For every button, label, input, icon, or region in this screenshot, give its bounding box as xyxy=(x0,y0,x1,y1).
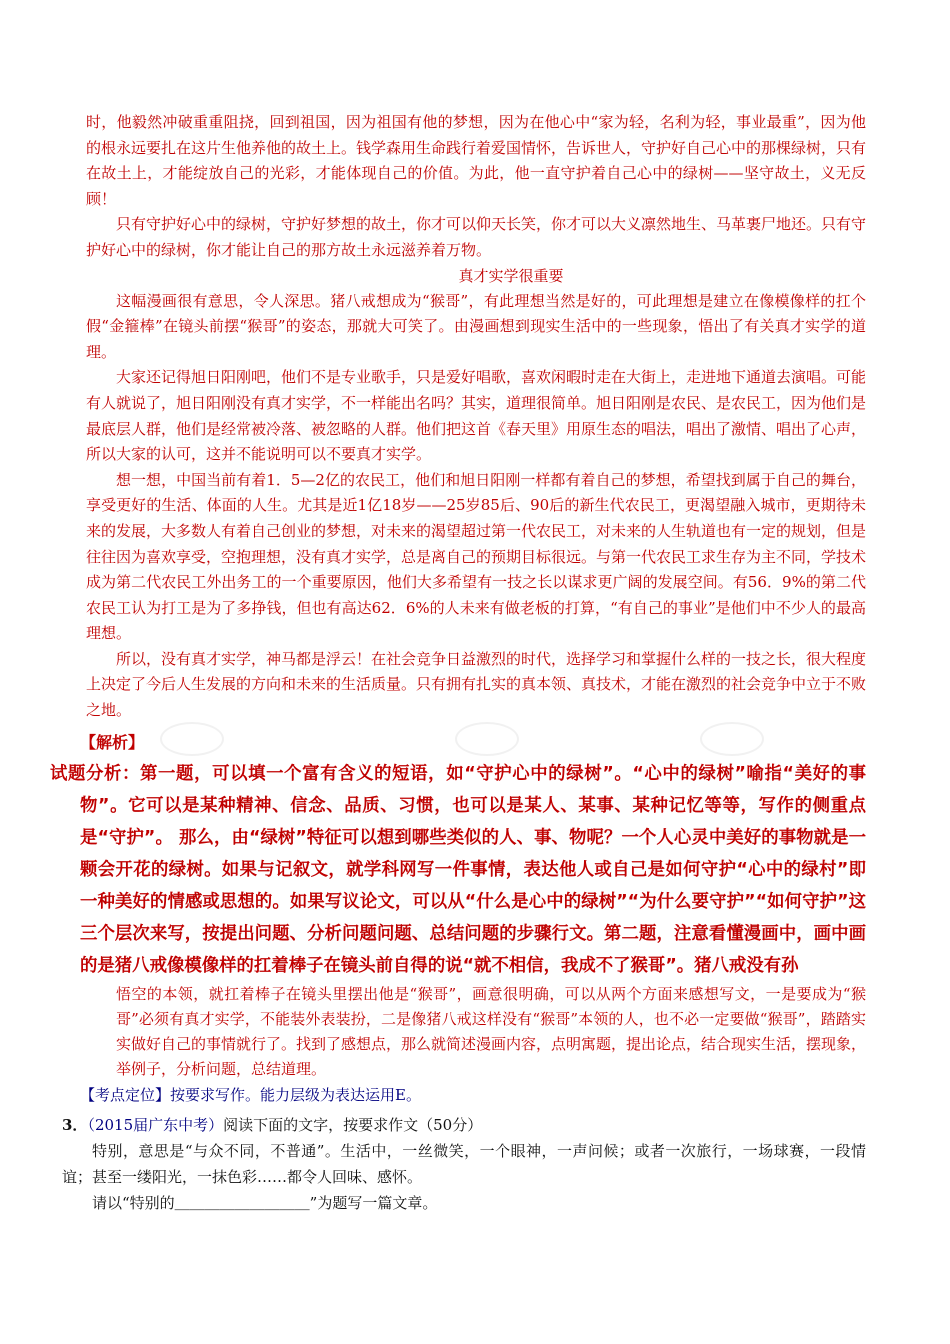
essay-title: 真才实学很重要 xyxy=(458,266,564,285)
essay-paragraph: 时，他毅然冲破重重阻挠，回到祖国，因为祖国有他的梦想，因为在他心中“家为轻，名利为轻，事业最重”，因为他的根永远要扎在这片生他养他的故土上。钱学森用生命践行着爱国情怀，告诉世人，守护好自己心中的那棵绿树，只有在故土上，才能绽放自己的光彩，才能体现自己的价值。为此，他一直守护着自己心中的绿树——坚守故土，义无反顾！ xyxy=(86,113,867,208)
analysis-text: 悟空的本领，就扛着棒子在镜头里摆出他是“猴哥”，画意很明确，可以从两个方面来感想写文，一是要成为“猴哥”必须有真才实学，不能装外表装扮，二是像猪八戒这样没有“猴哥”本领的人，也不必一定要做“猴哥”，踏踏实实做好自己的事情就行了。找到了感想点，那么就简述漫画内容，点明寓题，提出论点，结合现实生活，摆现象，举例子，分析问题，总结道理。 xyxy=(116,984,867,1079)
essay-paragraph: 这幅漫画很有意思，令人深思。猪八戒想成为“猴哥”，有此理想当然是好的，可此理想是建立在像模像样的扛个假“金箍棒”在镜头前摆“猴哥”的姿态，那就大可笑了。由漫画想到现实生活中的一些现象，悟出了有关真才实学的道理。 xyxy=(86,291,866,361)
analysis-section xyxy=(50,758,867,1083)
question-3-header xyxy=(62,1112,866,1138)
question-3-prompt xyxy=(62,1138,866,1216)
key-point: 【考点定位】按要求写作。能力层级为表达运用E。 xyxy=(80,1086,421,1105)
question-number: 3． xyxy=(62,1116,88,1135)
document-page xyxy=(50,110,867,1216)
prompt-paragraph: 请以“特别的＿＿＿＿＿＿＿＿＿”为题写一篇文章。 xyxy=(92,1194,438,1213)
analysis-text-bold: 试题分析：第一题，可以填一个富有含义的短语，如“守护心中的绿树”。“心中的绿树”喻指“美好的事物”。它可以是某种精神、信念、品质、习惯，也可以是某人、某事、某种记忆等等，写作的侧重点是“守护”。 那么，由“绿树”特征可以想到哪些类似的人、事、物呢？一个人心灵中美好的事物就是一颗会开花的绿树。如果与记叙文，就学科网写一件事情，表达他人或自己是如何守护“心中的绿村”即一种美好的情感或思想的。如果写议论文，可以从“什么是心中的绿树”“为什么要守护”“如何守护”这三个层次来写，按提出问题、分析问题问题、总结问题的步骤行文。第二题，注意看懂漫画中，画中画的是猪八戒像模像样的扛着棒子在镜头前自得的说“就不相信，我成不了猴哥”。猪八戒没有孙 xyxy=(50,763,866,976)
question-source: （2015届广东中考） xyxy=(87,1116,224,1135)
analysis-label: 【解析】 xyxy=(80,732,145,752)
essay-paragraph: 只有守护好心中的绿树，守护好梦想的故土，你才可以仰天长笑，你才可以大义凛然地生、马革裹尸地还。只有守护好心中的绿树，你才能让自己的那方故土永远滋养着万物。 xyxy=(86,215,867,259)
essay-paragraph: 所以，没有真才实学，神马都是浮云！在社会竞争日益激烈的时代，选择学习和掌握什么样的一技之长，很大程度上决定了今后人生发展的方向和未来的生活质量。只有拥有扎实的真本领、真技术，才能在激烈的社会竞争中立于不败之地。 xyxy=(86,649,867,720)
essay-paragraph: 大家还记得旭日阳刚吧，他们不是专业歌手，只是爱好唱歌，喜欢闲暇时走在大街上，走进地下通道去演唱。可能有人就说了，旭日阳刚没有真才实学，不一样能出名吗？其实，道理很简单。旭日阳刚是农民、是农民工，因为他们是最底层人群，他们是经常被冷落、被忽略的人群。他们把这首《春天里》用原生态的唱法，唱出了激情、唱出了心声，所以大家的认可，这并不能说明可以不要真才实学。 xyxy=(86,368,867,464)
prompt-paragraph: 特别，意思是“与众不同，不普通”。生活中，一丝微笑，一个眼神，一声问候；或者一次旅行，一场球赛，一段情谊；甚至一缕阳光，一抹色彩……都令人回味、感怀。 xyxy=(62,1142,866,1187)
essay-paragraph: 想一想，中国当前有着1．5—2亿的农民工，他们和旭日阳刚一样都有着自己的梦想，希望找到属于自己的舞台，享受更好的生活、体面的人生。尤其是近1亿18岁——25岁85后、90后的新生代农民工，更渴望融入城市，更期待未来的发展，大多数人有着自己创业的梦想，对未来的渴望超过第一代农民工，对未来的人生轨道也有一定的规划，但是往往因为喜欢享受，空抱理想，没有真才实学，总是离自己的预期目标很远。与第一代农民工求生存为主不同，学技术成为第二代农民工外出务工的一个重要原因，他们大多希望有一技之长以谋求更广阔的发展空间。有56．9%的第二代农民工认为打工是为了多挣钱，但也有高达62．6%的人未来有做老板的打算，“有自己的事业”是他们中不少人的最高理想。 xyxy=(86,470,867,643)
question-instruction: 阅读下面的文字，按要求作文（50分） xyxy=(223,1116,483,1135)
essay-section xyxy=(86,110,866,724)
